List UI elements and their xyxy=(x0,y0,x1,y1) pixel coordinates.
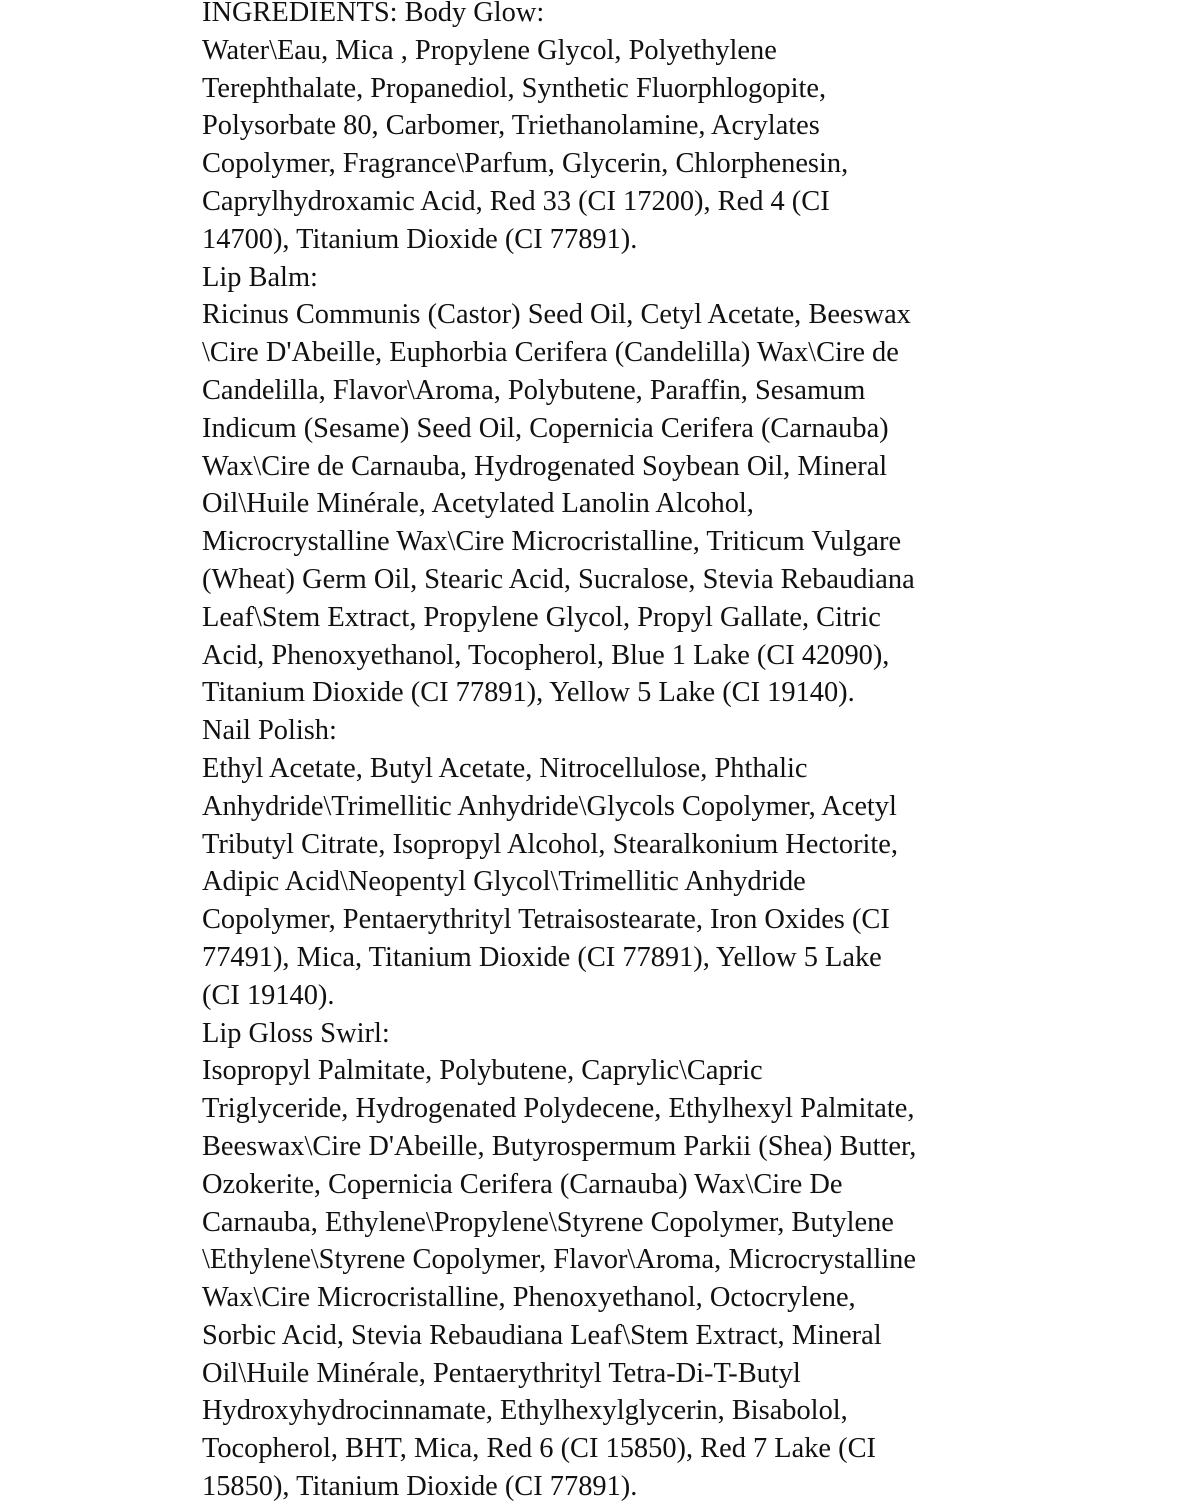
lip-gloss-swirl-text: Tocopherol, BHT, Mica, Red 6 (CI 15850), Red 7 Lake (CI xyxy=(202,1433,876,1465)
lip-gloss-swirl-text: Sorbic Acid, Stevia Rebaudiana Leaf\Stem Extract, Mineral xyxy=(202,1319,882,1351)
lip-gloss-swirl-text: Wax\Cire Microcristalline, Phenoxyethanol, Octocrylene, xyxy=(202,1282,856,1314)
lip-balm-text: Leaf\Stem Extract, Propylene Glycol, Propyl Gallate, Citric xyxy=(202,601,881,633)
body-glow-text: 14700), Titanium Dioxide (CI 77891). xyxy=(202,223,638,255)
body-glow-text: Copolymer, Fragrance\Parfum, Glycerin, Chlorphenesin, xyxy=(202,148,849,180)
nail-polish-text: Anhydride\Trimellitic Anhydride\Glycols Copolymer, Acetyl xyxy=(202,790,897,822)
nail-polish-text: (CI 19140). xyxy=(202,979,335,1011)
lip-gloss-swirl-text: Triglyceride, Hydrogenated Polydecene, Ethylhexyl Palmitate, xyxy=(202,1093,915,1125)
lip-balm-heading: Lip Balm: xyxy=(202,261,318,293)
ingredients-heading: INGREDIENTS: Body Glow: xyxy=(202,0,545,28)
lip-balm-text: Titanium Dioxide (CI 77891), Yellow 5 Lake (CI 19140). xyxy=(202,677,855,709)
nail-polish-text: Copolymer, Pentaerythrityl Tetraisostearate, Iron Oxides (CI xyxy=(202,904,890,936)
lip-gloss-swirl-text: Ozokerite, Copernicia Cerifera (Carnauba) Wax\Cire De xyxy=(202,1168,843,1200)
lip-balm-text: Candelilla, Flavor\Aroma, Polybutene, Paraffin, Sesamum xyxy=(202,374,866,406)
nail-polish-heading: Nail Polish: xyxy=(202,715,337,747)
nail-polish-text: Ethyl Acetate, Butyl Acetate, Nitrocellulose, Phthalic xyxy=(202,752,808,784)
lip-balm-text: Wax\Cire de Carnauba, Hydrogenated Soybean Oil, Mineral xyxy=(202,450,888,482)
nail-polish-text: 77491), Mica, Titanium Dioxide (CI 77891), Yellow 5 Lake xyxy=(202,941,882,973)
body-glow-text: Caprylhydroxamic Acid, Red 33 (CI 17200), Red 4 (CI xyxy=(202,185,830,217)
lip-balm-text: Acid, Phenoxyethanol, Tocopherol, Blue 1 Lake (CI 42090), xyxy=(202,639,890,671)
lip-gloss-swirl-text: Oil\Huile Minérale, Pentaerythrityl Tetra-Di-T-Butyl xyxy=(202,1357,801,1389)
lip-balm-text: Ricinus Communis (Castor) Seed Oil, Cetyl Acetate, Beeswax xyxy=(202,299,911,331)
lip-gloss-swirl-text: Hydroxyhydrocinnamate, Ethylhexylglycerin, Bisabolol, xyxy=(202,1395,848,1427)
lip-gloss-swirl-text: Beeswax\Cire D'Abeille, Butyrospermum Parkii (Shea) Butter, xyxy=(202,1130,917,1162)
lip-gloss-swirl-heading: Lip Gloss Swirl: xyxy=(202,1017,390,1049)
nail-polish-text: Adipic Acid\Neopentyl Glycol\Trimellitic Anhydride xyxy=(202,866,806,898)
ingredients-document xyxy=(202,0,1002,1506)
lip-gloss-swirl-text: Isopropyl Palmitate, Polybutene, Caprylic\Capric xyxy=(202,1055,763,1087)
lip-balm-text: Indicum (Sesame) Seed Oil, Copernicia Cerifera (Carnauba) xyxy=(202,412,889,444)
lip-balm-text: Microcrystalline Wax\Cire Microcristalline, Triticum Vulgare xyxy=(202,526,902,558)
body-glow-text: Terephthalate, Propanediol, Synthetic Fluorphlogopite, xyxy=(202,72,827,104)
lip-balm-text: \Cire D'Abeille, Euphorbia Cerifera (Candelilla) Wax\Cire de xyxy=(202,337,899,369)
body-glow-text: Polysorbate 80, Carbomer, Triethanolamine, Acrylates xyxy=(202,110,820,142)
lip-balm-text: Oil\Huile Minérale, Acetylated Lanolin Alcohol, xyxy=(202,488,754,520)
lip-gloss-swirl-text: \Ethylene\Styrene Copolymer, Flavor\Aroma, Microcrystalline xyxy=(202,1244,916,1276)
body-glow-text: Water\Eau, Mica , Propylene Glycol, Polyethylene xyxy=(202,34,777,66)
lip-balm-text: (Wheat) Germ Oil, Stearic Acid, Sucralose, Stevia Rebaudiana xyxy=(202,563,915,595)
lip-gloss-swirl-text: 15850), Titanium Dioxide (CI 77891). xyxy=(202,1471,638,1503)
nail-polish-text: Tributyl Citrate, Isopropyl Alcohol, Stearalkonium Hectorite, xyxy=(202,828,898,860)
lip-gloss-swirl-text: Carnauba, Ethylene\Propylene\Styrene Copolymer, Butylene xyxy=(202,1206,894,1238)
